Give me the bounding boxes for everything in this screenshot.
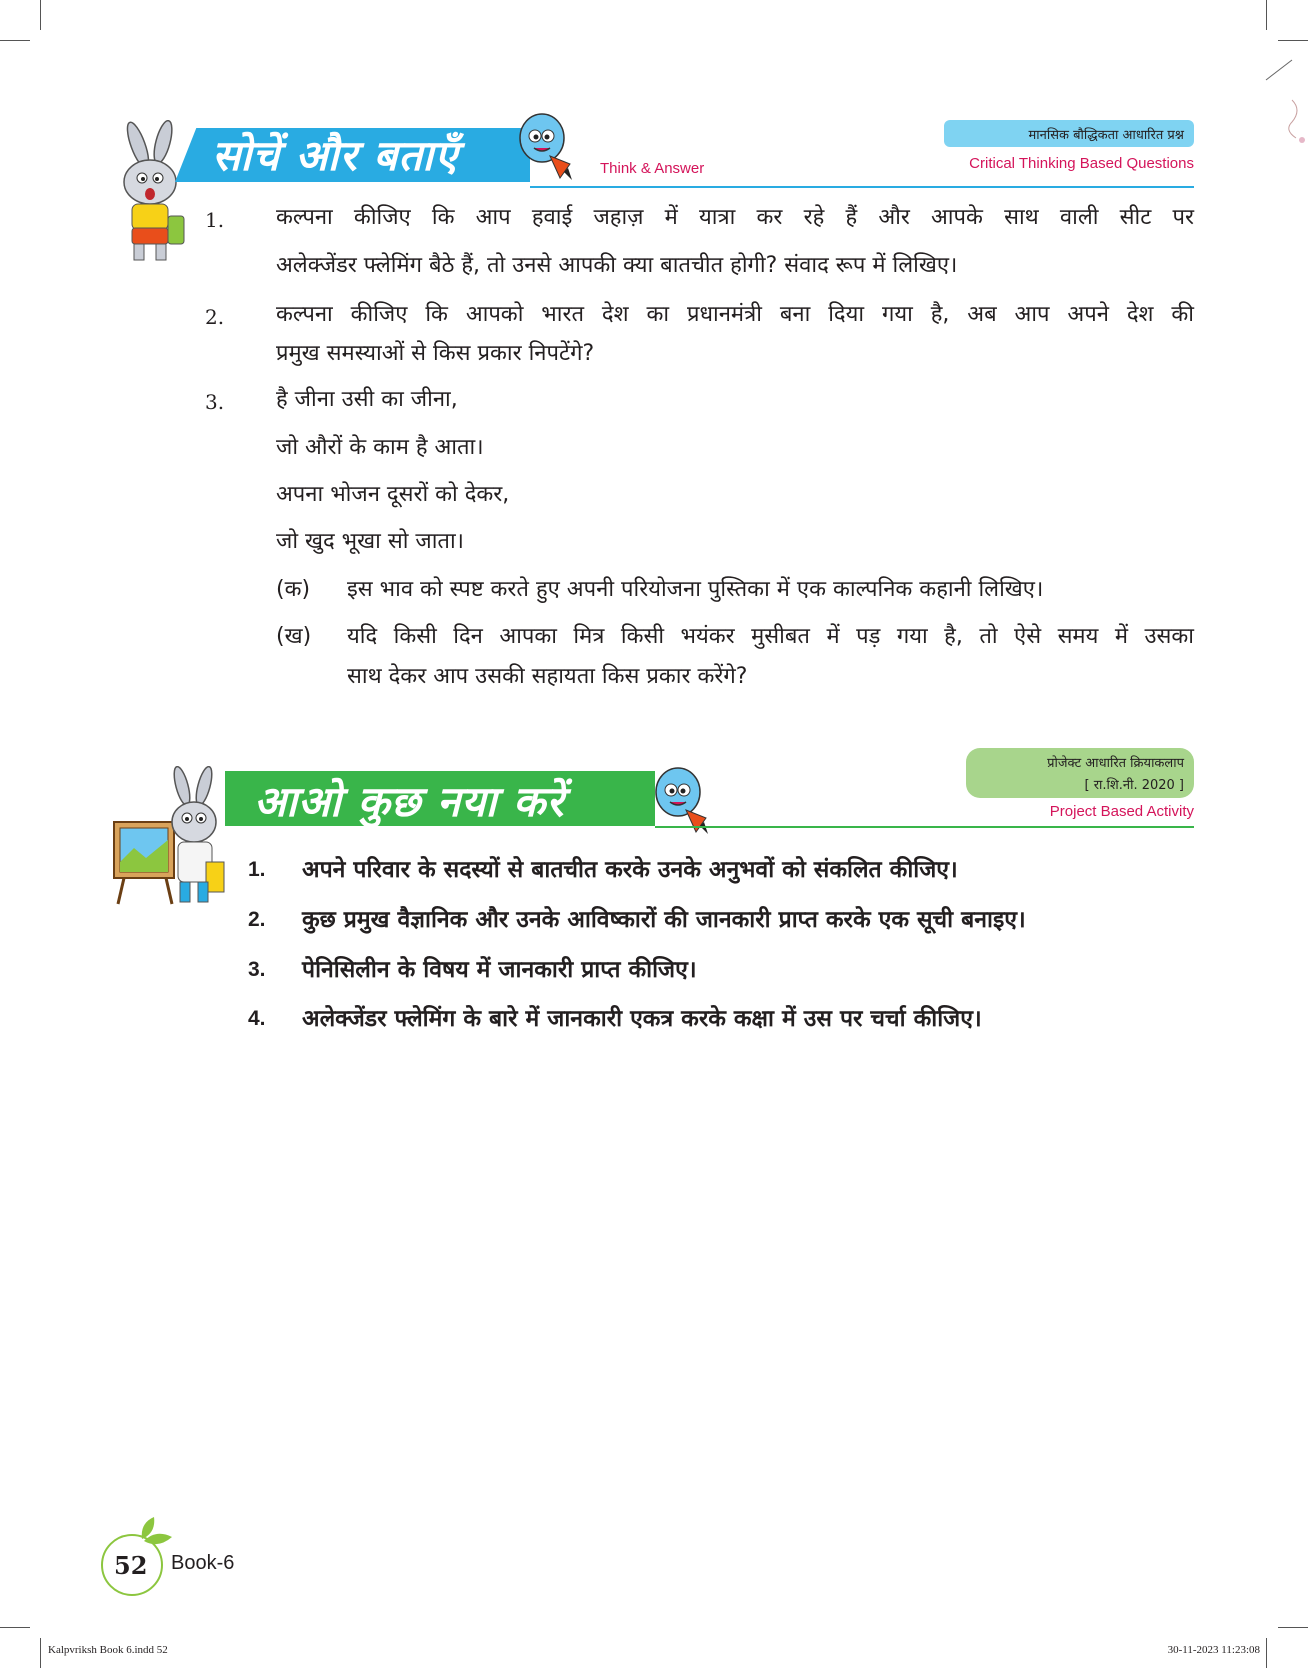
question-text: अलेक्जेंडर फ्लेमिंग बैठे हैं, तो उनसे आपकी क्या बातचीत होगी? संवाद रूप में लिखिए। <box>276 253 958 278</box>
decorative-flourish <box>1262 40 1308 170</box>
subpart-text: यदि किसी दिन आपका मित्र किसी भयंकर मुसीबत में पड़ गया है, तो ऐसे समय में उसका <box>347 624 1194 649</box>
subpart-label: (ख) <box>276 624 312 649</box>
crop-mark <box>0 40 30 41</box>
book-label: Book-6 <box>171 1552 235 1574</box>
activity-text: कुछ प्रमुख वैज्ञानिक और उनके आविष्कारों की जानकारी प्राप्त करके एक सूची बनाइए। <box>302 907 1026 933</box>
question-text: प्रमुख समस्याओं से किस प्रकार निपटेंगे? <box>276 341 595 366</box>
activity-number: 2. <box>248 908 266 931</box>
question-type-tag-text: मानसिक बौद्धिकता आधारित प्रश्न <box>1028 128 1184 143</box>
section-subtitle-en: Think & Answer <box>600 160 705 177</box>
activity-type-tag-en: Project Based Activity <box>1049 803 1194 820</box>
question-type-tag-en: Critical Thinking Based Questions <box>969 155 1194 172</box>
poem-line: अपना भोजन दूसरों को देकर, <box>276 482 510 507</box>
section-title: आओ कुछ नया करें <box>254 777 565 826</box>
poem-line: जो खुद भूखा सो जाता। <box>276 529 465 554</box>
section-divider <box>655 826 1194 828</box>
file-footer-right: 30-11-2023 11:23:08 <box>1167 1644 1260 1656</box>
activity-number: 3. <box>248 958 266 981</box>
question-type-tag <box>944 120 1194 147</box>
question-number: 3. <box>205 390 225 414</box>
crop-mark <box>0 1627 30 1628</box>
file-footer-left: Kalpvriksh Book 6.indd 52 <box>48 1644 168 1656</box>
poem-line: जो औरों के काम है आता। <box>276 435 484 460</box>
page-number: 52 <box>114 1551 148 1580</box>
activity-type-tag-line1: प्रोजेक्ट आधारित क्रियाकलाप <box>1047 756 1184 771</box>
question-number: 2. <box>205 305 225 329</box>
crop-mark <box>1278 1627 1308 1628</box>
subpart-text: इस भाव को स्पष्ट करते हुए अपनी परियोजना पुस्तिका में एक काल्पनिक कहानी लिखिए। <box>347 577 1044 602</box>
activity-text: अलेक्जेंडर फ्लेमिंग के बारे में जानकारी एकत्र करके कक्षा में उस पर चर्चा कीजिए। <box>302 1006 982 1032</box>
activity-text: पेनिसिलीन के विषय में जानकारी प्राप्त कीजिए। <box>302 957 697 983</box>
crop-mark <box>40 1638 41 1668</box>
activity-number: 1. <box>248 858 266 881</box>
activity-type-tag <box>966 748 1194 798</box>
section-title: सोचें और बताएँ <box>212 131 459 180</box>
question-number: 1. <box>205 208 225 232</box>
subpart-text: साथ देकर आप उसकी सहायता किस प्रकार करेंगे? <box>347 664 748 689</box>
question-text: कल्पना कीजिए कि आप हवाई जहाज़ में यात्रा कर रहे हैं और आपके साथ वाली सीट पर <box>276 205 1194 230</box>
crop-mark <box>1266 0 1267 30</box>
activity-number: 4. <box>248 1007 266 1030</box>
subpart-label: (क) <box>276 577 311 602</box>
crop-mark <box>40 0 41 30</box>
question-text: कल्पना कीजिए कि आपको भारत देश का प्रधानमंत्री बना दिया गया है, अब आप अपने देश की <box>276 302 1194 327</box>
pencil-mascot-icon <box>516 112 580 182</box>
section-divider <box>530 186 1194 188</box>
activity-text: अपने परिवार के सदस्यों से बातचीत करके उनके अनुभवों को संकलित कीजिए। <box>302 857 958 883</box>
crop-mark <box>1266 1638 1267 1668</box>
rabbit-mascot-icon <box>108 120 198 265</box>
rabbit-painter-icon <box>110 766 230 906</box>
activity-type-tag-line2: [ रा.शि.नी. 2020 ] <box>1084 778 1184 793</box>
poem-line: है जीना उसी का जीना, <box>276 387 458 412</box>
